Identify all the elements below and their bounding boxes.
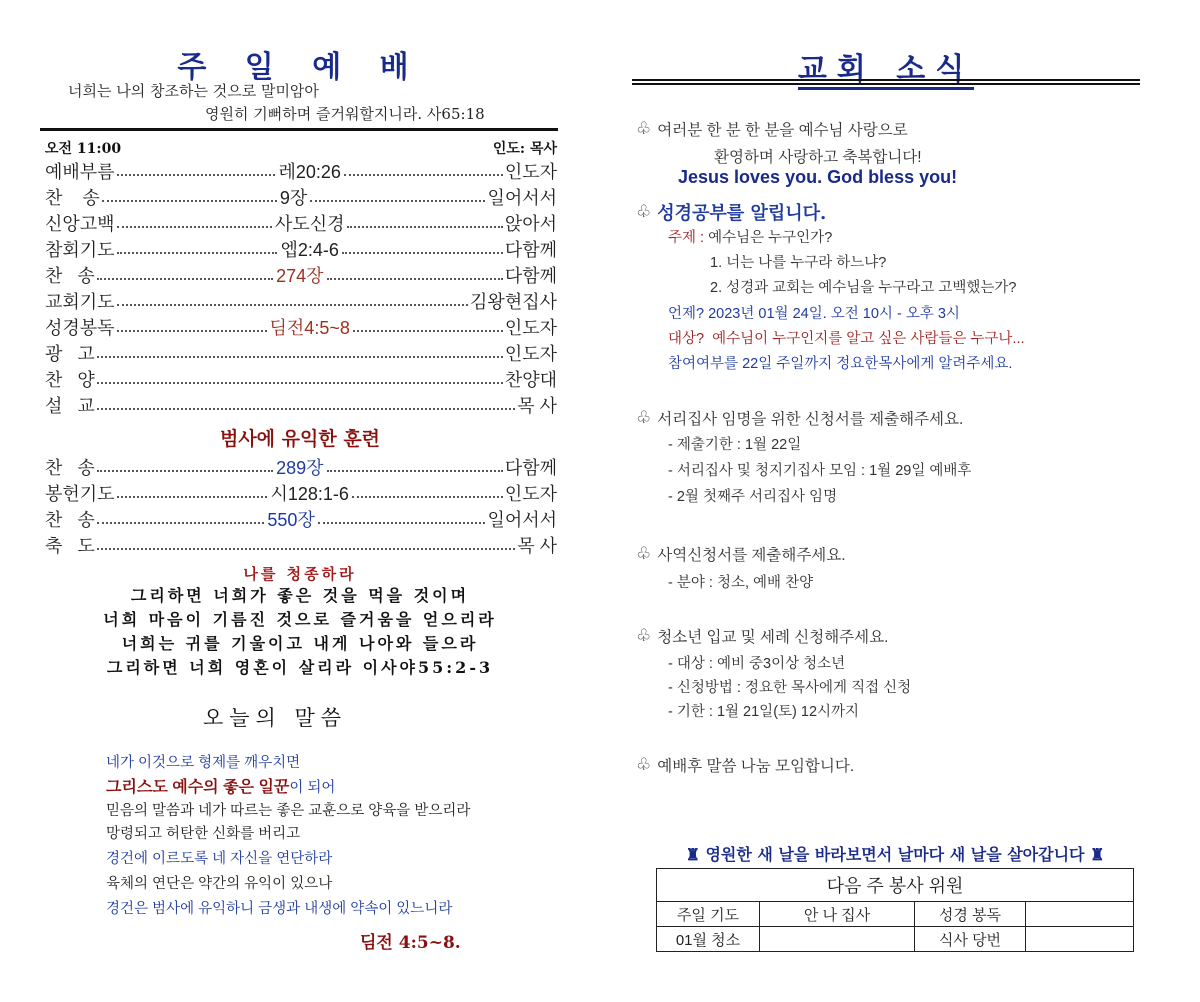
- poem-line: 너희 마음이 기름진 것으로 즐거움을 얻으리라: [103, 610, 497, 629]
- leader-dots: [97, 408, 515, 410]
- theme-verse-line1: 너희는 나의 창조하는 것으로 말미암아: [68, 82, 319, 100]
- service-roster-table: [656, 868, 1134, 952]
- theme-verse-line2: 영원히 기뻐하며 즐거워할지니라. 사65:18: [205, 105, 485, 123]
- service-leader: 인도: 목사: [492, 141, 557, 157]
- news-deacon: ♧ 서리집사 임명을 위한 신청서를 제출해주세요.: [636, 408, 964, 428]
- leader-dots: [97, 382, 503, 384]
- leader-dots: [344, 174, 503, 176]
- roster-cell: [1026, 902, 1134, 927]
- order-role: 인도자: [504, 318, 557, 338]
- scripture-emphasis: 그리스도 예수의 좋은 일꾼: [106, 779, 290, 796]
- leader-dots: [97, 356, 503, 358]
- order-reference: 시128:1-6: [269, 480, 349, 506]
- youth-line: - 대상 : 예비 중3이상 청소년: [668, 656, 846, 672]
- roster-cell: 주일 기도: [657, 902, 760, 927]
- divider: [40, 128, 558, 131]
- order-role: 앉아서: [504, 214, 558, 234]
- order-label: 찬 송: [45, 458, 95, 478]
- order-row: [45, 159, 557, 183]
- order-row: [45, 393, 557, 417]
- youth-line: - 기한 : 1월 21일(토) 12시까지: [668, 704, 860, 720]
- order-row: [45, 367, 557, 391]
- section-subtitle: 범사에 유익한 훈련: [219, 428, 381, 450]
- leader-dots: [327, 278, 503, 280]
- order-label: 찬 송: [45, 510, 95, 530]
- order-label: 축 도: [45, 536, 95, 556]
- bible-study-topic: 주제 : 예수님은 누구인가?: [668, 230, 833, 246]
- scripture-reference: 딤전 4:5~8.: [360, 933, 461, 953]
- order-row: [45, 481, 557, 505]
- leader-dots: [97, 278, 273, 280]
- leader-dots: [347, 226, 502, 228]
- order-label: 설 교: [45, 396, 95, 416]
- worship-title: 주 일 예 배: [177, 50, 423, 85]
- order-row: [45, 507, 557, 531]
- order-row: [45, 341, 557, 365]
- scripture-line: 믿음의 말씀과 네가 따르는 좋은 교훈으로 양육을 받으리라: [106, 803, 471, 819]
- clover-icon: ♧: [636, 408, 652, 427]
- news-welcome-line2: 환영하며 사랑하고 축복합니다!: [714, 149, 922, 166]
- order-reference: 289장: [275, 454, 324, 480]
- scripture-line: 육체의 연단은 약간의 유익이 있으나: [106, 876, 333, 892]
- roster-cell: 식사 당번: [915, 927, 1026, 952]
- leader-dots: [117, 496, 268, 498]
- todays-word-title: 오늘의 말씀: [202, 706, 348, 730]
- leader-dots: [117, 330, 267, 332]
- order-row: [45, 263, 557, 287]
- double-divider: [632, 79, 1140, 85]
- leader-dots: [117, 226, 272, 228]
- news-welcome: ♧ 여러분 한 분 한 분을 예수님 사랑으로: [636, 119, 908, 139]
- order-role: 다함께: [504, 266, 557, 286]
- order-reference: 9장: [279, 184, 308, 210]
- order-role: 일어서서: [487, 510, 558, 530]
- church-news-title: 교회 소식: [632, 44, 1140, 88]
- poem-title: 나를 청종하라: [243, 565, 357, 583]
- bible-study-q2: 2. 성경과 교회는 예수님을 누구라고 고백했는가?: [710, 280, 1017, 296]
- leader-dots: [97, 470, 273, 472]
- clover-icon: ♧: [636, 119, 652, 138]
- youth-line: - 신청방법 : 정요한 목사에게 직접 신청: [668, 680, 912, 696]
- order-label: 예배부름: [45, 162, 115, 182]
- leader-dots: [117, 174, 276, 176]
- order-role: 목 사: [517, 536, 557, 556]
- service-time: 오전 11:00: [45, 141, 122, 157]
- roster-header: 다음 주 봉사 위원: [657, 869, 1134, 902]
- order-row: [45, 185, 557, 209]
- roster-cell: [1026, 927, 1134, 952]
- order-role: 일어서서: [487, 188, 557, 208]
- deacon-line: - 2월 첫째주 서리집사 임명: [668, 489, 838, 505]
- leader-dots: [327, 470, 503, 472]
- order-role: 인도자: [504, 484, 558, 504]
- order-reference: 550장: [266, 506, 315, 532]
- order-label: 찬 송: [45, 266, 95, 286]
- roster-cell: 성경 봉독: [915, 902, 1026, 927]
- leader-dots: [352, 496, 503, 498]
- order-label: 신앙고백: [45, 214, 115, 234]
- order-label: 봉헌기도: [45, 484, 115, 504]
- poem-line: 너희는 귀를 기울이고 내게 나아와 들으라: [121, 634, 479, 653]
- deacon-line: - 제출기한 : 1월 22일: [668, 437, 802, 453]
- order-row: [45, 211, 557, 235]
- motto-banner: ♜ 영원한 새 날을 바라보면서 날마다 새 날을 살아갑니다 ♜: [685, 845, 1105, 864]
- clover-icon: ♧: [636, 755, 652, 774]
- poem: [40, 563, 560, 680]
- leader-dots: [342, 252, 503, 254]
- order-role: 인도자: [504, 344, 557, 364]
- bible-study-when: 언제? 2023년 01월 24일. 오전 10시 - 오후 3시: [668, 306, 960, 322]
- leader-dots: [102, 200, 277, 202]
- order-role: 목 사: [517, 396, 557, 416]
- order-reference: 사도신경: [274, 210, 346, 236]
- order-row: [45, 533, 557, 557]
- order-label: 성경봉독: [45, 318, 115, 338]
- order-role: 다함께: [504, 240, 557, 260]
- news-english: Jesus loves you. God bless you!: [678, 167, 958, 187]
- order-reference: 레20:26: [277, 158, 341, 184]
- leader-dots: [117, 252, 278, 254]
- scripture-line: 네가 이것으로 형제를 깨우치면: [106, 755, 301, 771]
- bible-study-apply: 참여여부를 22일 주일까지 정요한목사에게 알려주세요.: [668, 356, 1013, 372]
- scripture-line: 경건에 이르도록 네 자신을 연단하라: [106, 851, 333, 867]
- order-row: [45, 289, 557, 313]
- order-label: 참회기도: [45, 240, 115, 260]
- order-role: 다함께: [504, 458, 557, 478]
- roster-cell: 안 나 집사: [760, 902, 915, 927]
- leader-dots: [97, 548, 515, 550]
- ministry-line: - 분야 : 청소, 예배 찬양: [668, 575, 814, 591]
- order-label: 교회기도: [45, 292, 115, 312]
- scripture-line: 망령되고 허탄한 신화를 버리고: [106, 826, 301, 842]
- bible-study-q1: 1. 너는 나를 누구라 하느냐?: [710, 255, 887, 271]
- order-row: [45, 455, 557, 479]
- leader-dots: [97, 522, 265, 524]
- clover-icon: ♧: [636, 202, 652, 222]
- roster-cell: 01월 청소: [657, 927, 760, 952]
- poem-line: 그리하면 너희 영혼이 살리라 이사야55:2-3: [106, 658, 494, 677]
- order-label: 찬 양: [45, 370, 95, 390]
- leader-dots: [318, 522, 486, 524]
- order-row: [45, 237, 557, 261]
- leader-dots: [310, 200, 485, 202]
- scripture-line: 경건은 범사에 유익하니 금생과 내생에 약속이 있느니라: [106, 901, 453, 917]
- order-role: 인도자: [504, 162, 558, 182]
- poem-line: 그리하면 너희가 좋은 것을 먹을 것이며: [130, 586, 470, 605]
- order-reference: 딤전4:5~8: [269, 314, 351, 340]
- bible-study-target: 대상? 예수님이 누구인지를 알고 싶은 사람들은 누구나...: [668, 331, 1025, 347]
- order-label: 찬 송: [45, 188, 100, 208]
- order-row: [45, 315, 557, 339]
- leader-dots: [117, 304, 468, 306]
- news-sharing: ♧ 예배후 말씀 나눔 모임합니다.: [636, 755, 855, 775]
- news-bible-study: ♧ 성경공부를 알립니다.: [636, 202, 827, 224]
- news-youth: ♧ 청소년 입교 및 세례 신청해주세요.: [636, 626, 889, 646]
- order-role: 김왕현집사: [470, 292, 557, 312]
- clover-icon: ♧: [636, 544, 652, 563]
- news-ministry: ♧ 사역신청서를 제출해주세요.: [636, 544, 846, 564]
- scripture-line: 그리스도 예수의 좋은 일꾼이 되어: [106, 779, 336, 796]
- order-role: 찬양대: [504, 370, 557, 390]
- order-reference: 엡2:4-6: [279, 236, 339, 262]
- deacon-line: - 서리집사 및 청지기집사 모임 : 1월 29일 예배후: [668, 463, 972, 479]
- order-reference: 274장: [275, 262, 324, 288]
- roster-cell: [760, 927, 915, 952]
- service-header: [45, 138, 557, 158]
- order-label: 광 고: [45, 344, 95, 364]
- clover-icon: ♧: [636, 626, 652, 645]
- leader-dots: [353, 330, 503, 332]
